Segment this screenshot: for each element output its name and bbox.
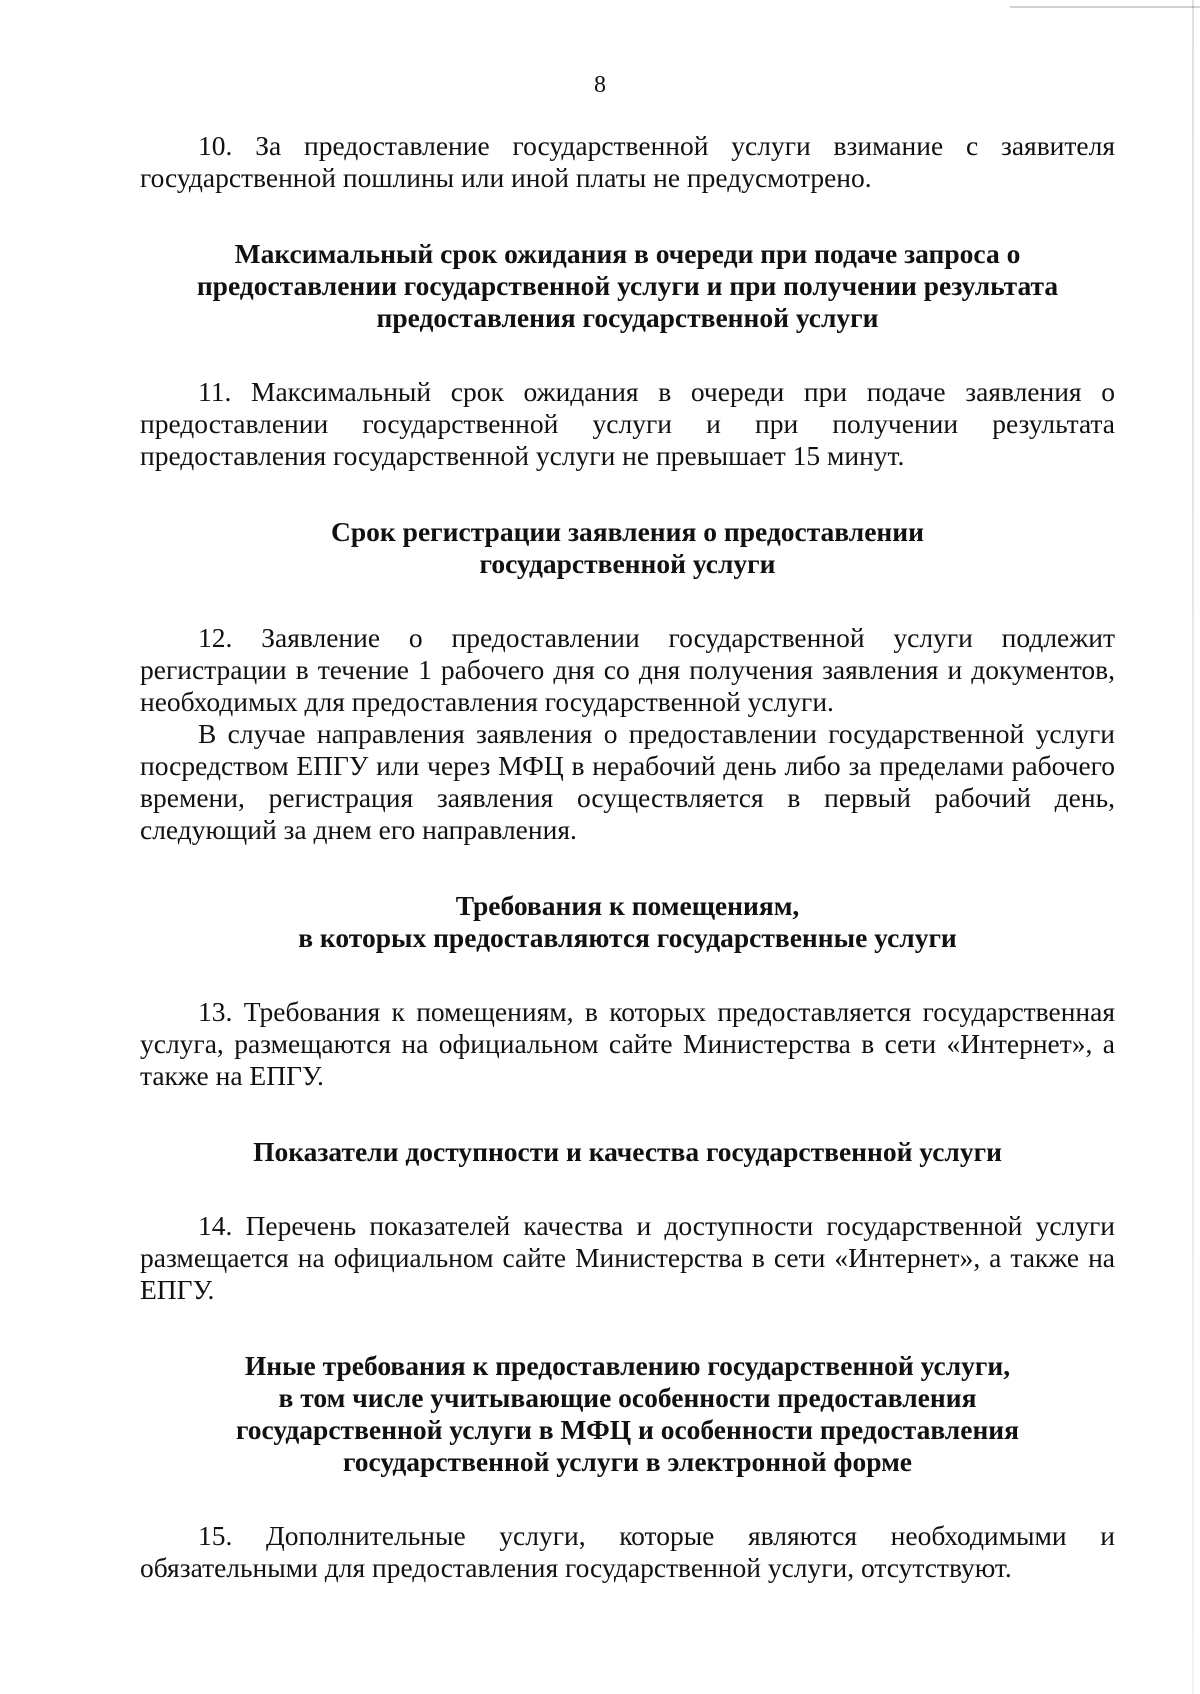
heading-line: государственной услуги — [479, 548, 776, 579]
heading-line: Показатели доступности и качества государственной услуги — [253, 1136, 1002, 1167]
heading-line: государственной услуги в электронной форме — [342, 1446, 913, 1477]
scan-edge-right — [1192, 0, 1194, 1694]
heading-registration-term — [140, 516, 1115, 580]
heading-line: предоставления государственной услуги — [376, 302, 879, 333]
paragraph-13: 13. Требования к помещениям, в которых предоставляется государственная услуга, размещаются на официальном сайте Министерства в сети «Интернет», а также на ЕПГУ. — [140, 996, 1115, 1091]
heading-line: предоставлении государственной услуги и при получении результата — [196, 270, 1059, 301]
document-body — [140, 130, 1115, 1584]
heading-premises-requirements — [140, 890, 1115, 954]
paragraph-12: 12. Заявление о предоставлении государственной услуги подлежит регистрации в течение 1 рабочего дня со дня получения заявления и документов, необходимых для предоставления государственной услуги. — [140, 622, 1115, 717]
paragraph-14: 14. Перечень показателей качества и доступности государственной услуги размещается на официальном сайте Министерства в сети «Интернет», а также на ЕПГУ. — [140, 1210, 1115, 1305]
heading-line: в которых предоставляются государственные услуги — [298, 922, 957, 953]
heading-line: в том числе учитывающие особенности предоставления — [278, 1382, 977, 1413]
page-number: 8 — [594, 72, 606, 98]
heading-queue-waiting-time — [140, 238, 1115, 334]
heading-line: Максимальный срок ожидания в очереди при подаче запроса о — [234, 238, 1021, 269]
heading-line: государственной услуги в МФЦ и особенности предоставления — [235, 1414, 1020, 1445]
paragraph-11: 11. Максимальный срок ожидания в очереди при подаче заявления о предоставлении государственной услуги и при получении результата предоставления государственной услуги не превышает 15 минут. — [140, 376, 1115, 471]
paragraph-12-continued: В случае направления заявления о предоставлении государственной услуги посредством ЕПГУ или через МФЦ в нерабочий день либо за пределами рабочего времени, регистрация заявления осуществляется в первый рабочий день, следующий за днем его направления. — [140, 718, 1115, 845]
heading-other-requirements — [140, 1350, 1115, 1478]
paragraph-10: 10. За предоставление государственной услуги взимание с заявителя государственной пошлины или иной платы не предусмотрено. — [140, 130, 1115, 193]
heading-line: Срок регистрации заявления о предоставлении — [331, 516, 924, 547]
scan-edge-top — [1010, 6, 1200, 8]
paragraph-15: 15. Дополнительные услуги, которые являются необходимыми и обязательными для предоставления государственной услуги, отсутствуют. — [140, 1520, 1115, 1583]
heading-accessibility-indicators — [140, 1136, 1115, 1168]
heading-line: Иные требования к предоставлению государственной услуги, — [244, 1350, 1011, 1381]
heading-line: Требования к помещениям, — [455, 890, 800, 921]
